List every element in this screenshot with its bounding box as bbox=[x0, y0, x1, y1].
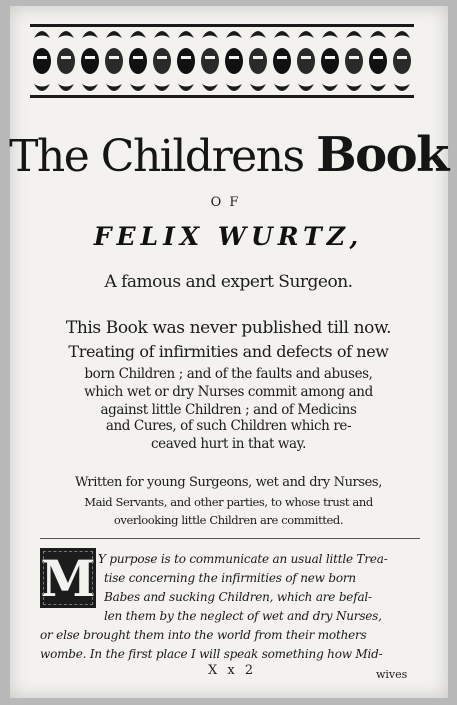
ornament-head bbox=[153, 48, 171, 74]
ornament-fleuron bbox=[34, 31, 50, 38]
ornament-head bbox=[345, 48, 363, 74]
description-line: which wet or dry Nurses commit among and bbox=[84, 384, 373, 400]
body-text-line: len them by the neglect of wet and dry Nurses, bbox=[104, 609, 382, 623]
ornament-eye bbox=[61, 56, 71, 59]
description-line: Treating of infirmities and defects of new bbox=[68, 342, 389, 361]
ornament-fleuron bbox=[106, 84, 122, 91]
ornament-fleuron bbox=[154, 84, 170, 91]
ornament-eye bbox=[181, 56, 191, 59]
ornament-eye bbox=[277, 56, 287, 59]
ornament-fleuron bbox=[154, 31, 170, 38]
drop-cap-initial: M bbox=[40, 549, 96, 608]
ornament-head bbox=[177, 48, 195, 74]
ornament-fleuron bbox=[202, 31, 218, 38]
page-title bbox=[0, 125, 457, 187]
body-text-line: tise concerning the infirmities of new born bbox=[104, 571, 356, 585]
ornament-head bbox=[393, 48, 411, 74]
written-for-line: Maid Servants, and other parties, to whose trust and bbox=[84, 495, 373, 509]
ornament-fleuron bbox=[58, 84, 74, 91]
signature-mark: X x 2 bbox=[208, 663, 257, 678]
ornament-eye bbox=[301, 56, 311, 59]
ornament-fleuron bbox=[178, 84, 194, 91]
ornament-fleuron bbox=[250, 31, 266, 38]
ornament-fleuron bbox=[34, 84, 50, 91]
ornament-fleuron bbox=[322, 31, 338, 38]
ornament-fleuron bbox=[298, 84, 314, 91]
ornament-eye bbox=[205, 56, 215, 59]
ornament-eye bbox=[397, 56, 407, 59]
title-of: OF bbox=[210, 195, 247, 210]
title-book-word: Book bbox=[316, 127, 448, 183]
body-text-line: Y purpose is to communicate an usual little Trea- bbox=[98, 552, 388, 566]
ornament-fleuron bbox=[82, 84, 98, 91]
ornament-head bbox=[297, 48, 315, 74]
ornament-fleuron bbox=[370, 84, 386, 91]
section-divider bbox=[40, 538, 420, 539]
ornament-head bbox=[105, 48, 123, 74]
ornament-eye bbox=[37, 56, 47, 59]
author-name: FELIX WURTZ, bbox=[93, 222, 364, 251]
ornament-fleuron bbox=[274, 31, 290, 38]
ornament-fleuron bbox=[322, 84, 338, 91]
catchword: wives bbox=[376, 668, 408, 681]
ornament-row bbox=[33, 31, 411, 91]
ornament-head bbox=[273, 48, 291, 74]
decorative-ornament-band bbox=[30, 16, 414, 106]
ornament-head bbox=[81, 48, 99, 74]
ornament-fleuron bbox=[370, 31, 386, 38]
ornament-eye bbox=[325, 56, 335, 59]
description-line: ceaved hurt in that way. bbox=[150, 436, 307, 452]
ornament-head bbox=[33, 48, 51, 74]
ornament-head bbox=[225, 48, 243, 74]
ornament-head bbox=[129, 48, 147, 74]
description-line: This Book was never published till now. bbox=[65, 318, 392, 338]
description-line: born Children ; and of the faults and abuses, bbox=[84, 366, 373, 382]
ornament-fleuron bbox=[346, 31, 362, 38]
ornament-fleuron bbox=[82, 31, 98, 38]
ornament-eye bbox=[373, 56, 383, 59]
ornament-eye bbox=[157, 56, 167, 59]
ornament-fleuron bbox=[298, 31, 314, 38]
ornament-eye bbox=[349, 56, 359, 59]
ornament-fleuron bbox=[274, 84, 290, 91]
ornament-eye bbox=[133, 56, 143, 59]
ornament-fleuron bbox=[106, 31, 122, 38]
ornament-fleuron bbox=[226, 84, 242, 91]
ornament-head bbox=[249, 48, 267, 74]
ornament-fleuron bbox=[394, 84, 410, 91]
ornament-fleuron bbox=[250, 84, 266, 91]
ornament-eye bbox=[253, 56, 263, 59]
body-text-line: wombe. In the first place I will speak something how Mid- bbox=[40, 647, 383, 661]
ornament-fleuron bbox=[58, 31, 74, 38]
written-for-line: overlooking little Children are committed. bbox=[113, 513, 344, 527]
title-main: The Childrens bbox=[9, 131, 317, 182]
body-text-line: Babes and sucking Children, which are befal- bbox=[104, 590, 372, 604]
ornament-fleuron bbox=[226, 31, 242, 38]
ornament-head bbox=[201, 48, 219, 74]
ornament-fleuron bbox=[178, 31, 194, 38]
ornament-head bbox=[321, 48, 339, 74]
ornament-head bbox=[369, 48, 387, 74]
ornament-eye bbox=[109, 56, 119, 59]
ornament-fleuron bbox=[202, 84, 218, 91]
description-line: against little Children ; and of Medicins bbox=[100, 402, 357, 418]
author-subtitle: A famous and expert Surgeon. bbox=[104, 272, 353, 292]
ornament-eye bbox=[85, 56, 95, 59]
ornament-eye bbox=[229, 56, 239, 59]
written-for-line: Written for young Surgeons, wet and dry Nurses, bbox=[75, 475, 382, 490]
ornament-fleuron bbox=[130, 84, 146, 91]
ornament-fleuron bbox=[130, 31, 146, 38]
ornament-fleuron bbox=[346, 84, 362, 91]
body-text-line: or else brought them into the world from their mothers bbox=[40, 628, 367, 642]
description-line: and Cures, of such Children which re- bbox=[105, 418, 352, 434]
ornament-fleuron bbox=[394, 31, 410, 38]
ornament-head bbox=[57, 48, 75, 74]
